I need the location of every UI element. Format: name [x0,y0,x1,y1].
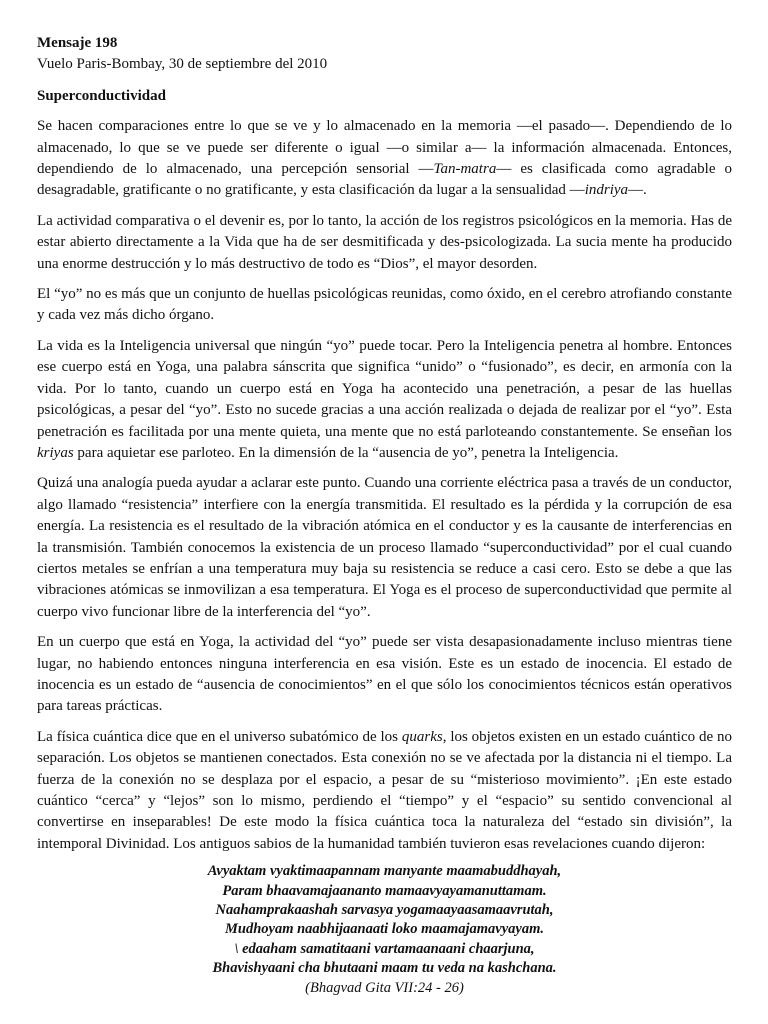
message-number: Mensaje 198 [37,35,118,51]
sanskrit-verse [37,862,732,998]
verse-line: Avyaktam vyaktimaapannam manyante maamabuddhayah, [207,863,562,880]
paragraph-1: Se hacen comparaciones entre lo que se ve y lo almacenado en la memoria —el pasado—. Dependiendo de lo almacenado, lo que se ve puede ser diferente o igual —o similar a— la información almacenada. Entonces, dependiendo de lo almacenado, una percepción sensorial —Tan-matra— es clasificada como agradable o desagradable, gratificante o no gratificante, y esta clasificación da lugar a la sensualidad —indriya—. [37,118,732,199]
verse-line: Naahamprakaashah sarvasya yogamaayaasamaavrutah, [215,902,554,919]
paragraph-6: En un cuerpo que está en Yoga, la actividad del “yo” puede ser vista desapasionadamente incluso mientras tiene lugar, no habiendo entonces ninguna interferencia en esa visión. Este es un estado de inocencia. El estado de inocencia es un estado de “ausencia de conocimientos” en el que sólo los conocimientos técnicos están operativos para tareas prácticas. [37,634,732,715]
term-indriya: indriya [584,182,629,199]
verse-line: Bhavishyaani cha bhutaani maam tu veda na kashchana. [212,960,557,977]
term-tan-matra: Tan-matra [433,161,497,178]
verse-line: \ edaaham samatitaani vartamaanaani chaarjuna, [234,940,535,957]
term-quarks: quarks [401,728,443,745]
paragraph-2: La actividad comparativa o el devenir es, por lo tanto, la acción de los registros psicológicos en la memoria. Has de estar abierto directamente a la Vida que ha de ser desmitificada y des-psicologizada. La sucia mente ha producido una enorme destrucción y lo más destructivo de todo es “Dios”, el mayor desorden. [37,212,732,272]
document-title: Superconductividad [37,87,166,104]
document-page [37,33,732,998]
verse-line: Param bhaavamajaananto mamaavyayamanuttamam. [222,882,547,899]
paragraph-4: La vida es la Inteligencia universal que ningún “yo” puede tocar. Pero la Inteligencia penetra al hombre. Entonces ese cuerpo está en Yoga, una palabra sánscrita que significa “unido” o “fusionado”, es decir, en armonía con la vida. Por lo tanto, cuando un cuerpo está en Yoga ha acontecido una penetración, a pesar de las huellas psicológicas, a pesar del “yo”. Esto no sucede gracias a una acción realizada o dejada de realizar por el “yo”. Esta penetración es facilitada por una mente quieta, una mente que no está parloteando constantemente. Se enseñan los kriyas para aquietar ese parloteo. En la dimensión de la “ausencia de yo”, penetra la Inteligencia. [37,337,732,461]
verse-line: Mudhoyam naabhijaanaati loko maamajamavyayam. [224,921,545,938]
paragraph-5: Quizá una analogía pueda ayudar a aclarar este punto. Cuando una corriente eléctrica pasa a través de un conductor, algo llamado “resistencia” interfiere con la energía transmitida. El resultado es la pérdida y la corrupción de esa energía. La resistencia es el resultado de la vibración atómica en el conductor y es la causante de interferencias en la transmisión. También conocemos la existencia de un proceso llamado “superconductividad” por el cual cuando ciertos metales se enfrían a una temperatura muy baja su resistencia se reduce a casi cero. Esto se debe a que las vibraciones atómicas se inmovilizan a esa temperatura. El Yoga es el proceso de superconductividad que permite al cuerpo vivo funcionar libre de la interferencia del “yo”. [37,475,732,620]
term-kriyas: kriyas [37,444,74,461]
paragraph-3: El “yo” no es más que un conjunto de huellas psicológicas reunidas, como óxido, en el cerebro atrofiando constante y cada vez más dicho órgano. [37,286,732,324]
flight-date-line: Vuelo Paris-Bombay, 30 de septiembre del 2010 [37,56,328,73]
paragraph-7: La física cuántica dice que en el universo subatómico de los quarks, los objetos existen en un estado cuántico de no separación. Los objetos se mantienen conectados. Esta conexión no se ve afectada por la distancia ni el tiempo. La fuerza de la conexión no se desplaza por el espacio, a pesar de su “misterioso movimiento”. ¡En este estado cuántico “cerca” y “lejos” son lo mismo, perdiendo el “tiempo” y el “espacio” su sentido convencional al convertirse en inseparables! De este modo la física cuántica toca la naturaleza del “estado sin división”, la intemporal Divinidad. Los antiguos sabios de la humanidad también tuvieron esas revelaciones cuando dijeron: [37,728,732,852]
verse-citation: (Bhagvad Gita VII:24 - 26) [305,979,464,996]
